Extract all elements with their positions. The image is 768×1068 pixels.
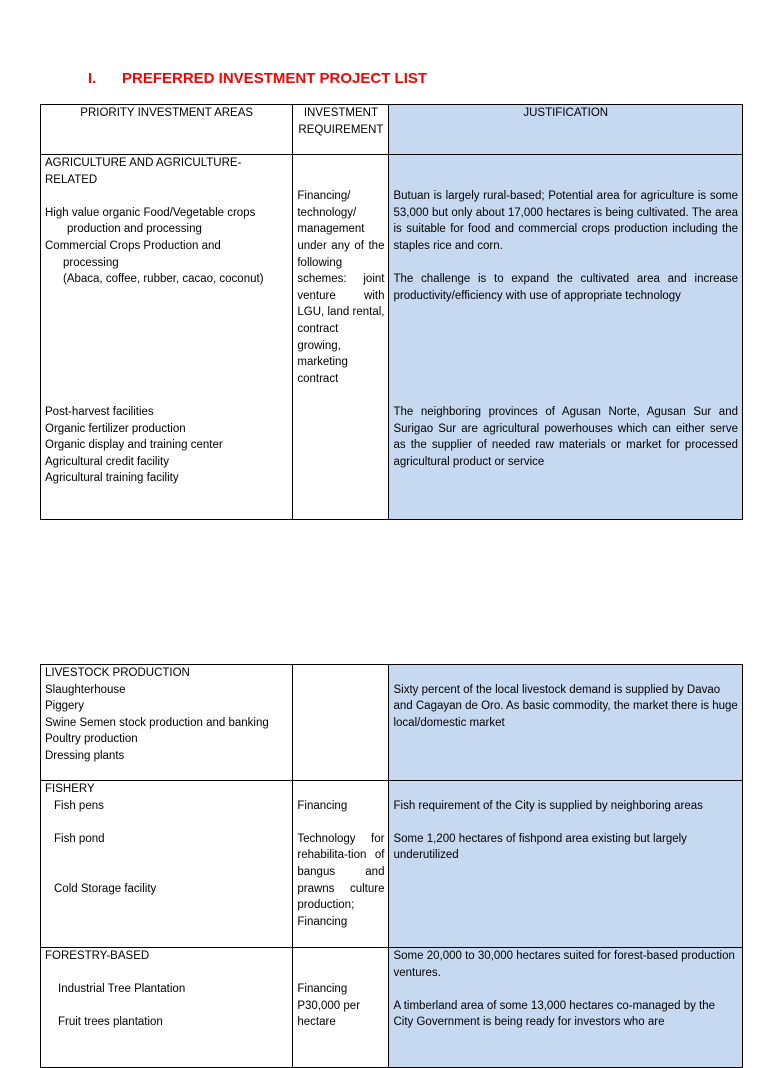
area-line: Fruit trees plantation — [58, 1016, 163, 1029]
requirement-text: Financing P30,000 per hectare — [297, 983, 361, 1029]
area-line: Dressing plants — [45, 749, 125, 762]
area-line: Organic display and training center — [45, 439, 223, 452]
area-line: Agricultural credit facility — [45, 455, 169, 468]
table-row-agriculture — [41, 155, 743, 520]
justification-text: Butuan is largely rural-based; Potential area for agriculture is some 53,000 but only about 17,000 hectares is being cultivated. The area is suitable for food and commercial crops production including the staples rice and corn. — [393, 190, 738, 252]
area-line: Industrial Tree Plantation — [58, 983, 186, 996]
livestock-requirement-cell — [293, 665, 389, 781]
section-title-fishery: FISHERY — [45, 783, 95, 795]
area-line: production and processing — [67, 223, 202, 236]
area-line: High value organic Food/Vegetable crops — [45, 206, 256, 219]
section-title-forestry: FORESTRY-BASED — [45, 950, 150, 962]
investment-table-livestock-fishery-forestry — [40, 664, 743, 1068]
justification-text: Some 20,000 to 30,000 hectares suited for forest-based production ventures. — [393, 950, 735, 979]
justification-text: Sixty percent of the local livestock demand is supplied by Davao and Cagayan de Oro. As basic commodity, the market there is huge local/domestic market — [393, 683, 738, 729]
justification-text: Fish requirement of the City is supplied by neighboring areas — [393, 799, 703, 812]
header-investment-requirement: INVESTMENT REQUIREMENT — [293, 105, 389, 155]
section-title-livestock: LIVESTOCK PRODUCTION — [45, 667, 190, 679]
page-heading — [88, 70, 427, 87]
heading-number: I. — [88, 70, 97, 87]
forestry-areas-cell — [41, 948, 293, 1068]
area-line: Organic fertilizer production — [45, 422, 186, 435]
area-line: (Abaca, coffee, rubber, cacao, coconut) — [63, 273, 264, 286]
justification-text: A timberland area of some 13,000 hectares co-managed by the City Government is being ready for investors who are — [393, 999, 716, 1029]
livestock-justification-cell — [389, 665, 743, 781]
area-line: Commercial Crops Production and — [45, 239, 221, 252]
requirement-text: Financing — [297, 799, 348, 812]
table-row-livestock — [41, 665, 743, 781]
section-title-agriculture: AGRICULTURE AND AGRICULTURE-RELATED — [45, 157, 242, 186]
justification-text: Some 1,200 hectares of fishpond area existing but largely underutilized — [393, 832, 687, 862]
forestry-justification-cell — [389, 948, 743, 1068]
justification-text: The neighboring provinces of Agusan Norte, Agusan Sur and Surigao Sur are agricultural powerhouses which can either serve as the supplier of needed raw materials or market for processed agricultural product or service — [393, 405, 738, 468]
area-line: Slaughterhouse — [45, 683, 126, 696]
area-line: Cold Storage facility — [54, 882, 157, 895]
area-line: Poultry production — [45, 733, 138, 746]
justification-text: The challenge is to expand the cultivated area and increase productivity/efficiency with use of appropriate technology — [393, 273, 738, 302]
area-line: Piggery — [45, 700, 84, 713]
table-row-fishery — [41, 781, 743, 948]
area-line: Fish pens — [54, 799, 104, 812]
requirement-text: Financing/ technology/ management under any of the following schemes: joint venture with LGU, land rental, contract growing, marketing contract — [297, 190, 385, 385]
agriculture-requirement-cell — [293, 155, 389, 520]
area-line: Fish pond — [54, 832, 105, 845]
area-line: Agricultural training facility — [45, 472, 179, 485]
requirement-text: Technology for rehabilita-tion of bangus and prawns culture production; Financing — [297, 832, 385, 928]
table-row-forestry — [41, 948, 743, 1068]
table-header-row — [41, 105, 743, 155]
livestock-areas-cell — [41, 665, 293, 781]
area-line: Swine Semen stock production and banking — [45, 716, 269, 729]
header-priority-areas: PRIORITY INVESTMENT AREAS — [41, 105, 293, 155]
fishery-requirement-cell — [293, 781, 389, 948]
area-line: processing — [63, 256, 119, 269]
investment-table-agriculture — [40, 104, 743, 520]
fishery-justification-cell — [389, 781, 743, 948]
area-line: Post-harvest facilities — [45, 405, 154, 418]
heading-title: PREFERRED INVESTMENT PROJECT LIST — [122, 70, 428, 87]
fishery-areas-cell — [41, 781, 293, 948]
header-justification: JUSTIFICATION — [389, 105, 743, 155]
agriculture-justification-cell — [389, 155, 743, 520]
forestry-requirement-cell — [293, 948, 389, 1068]
agriculture-areas-cell — [41, 155, 293, 520]
